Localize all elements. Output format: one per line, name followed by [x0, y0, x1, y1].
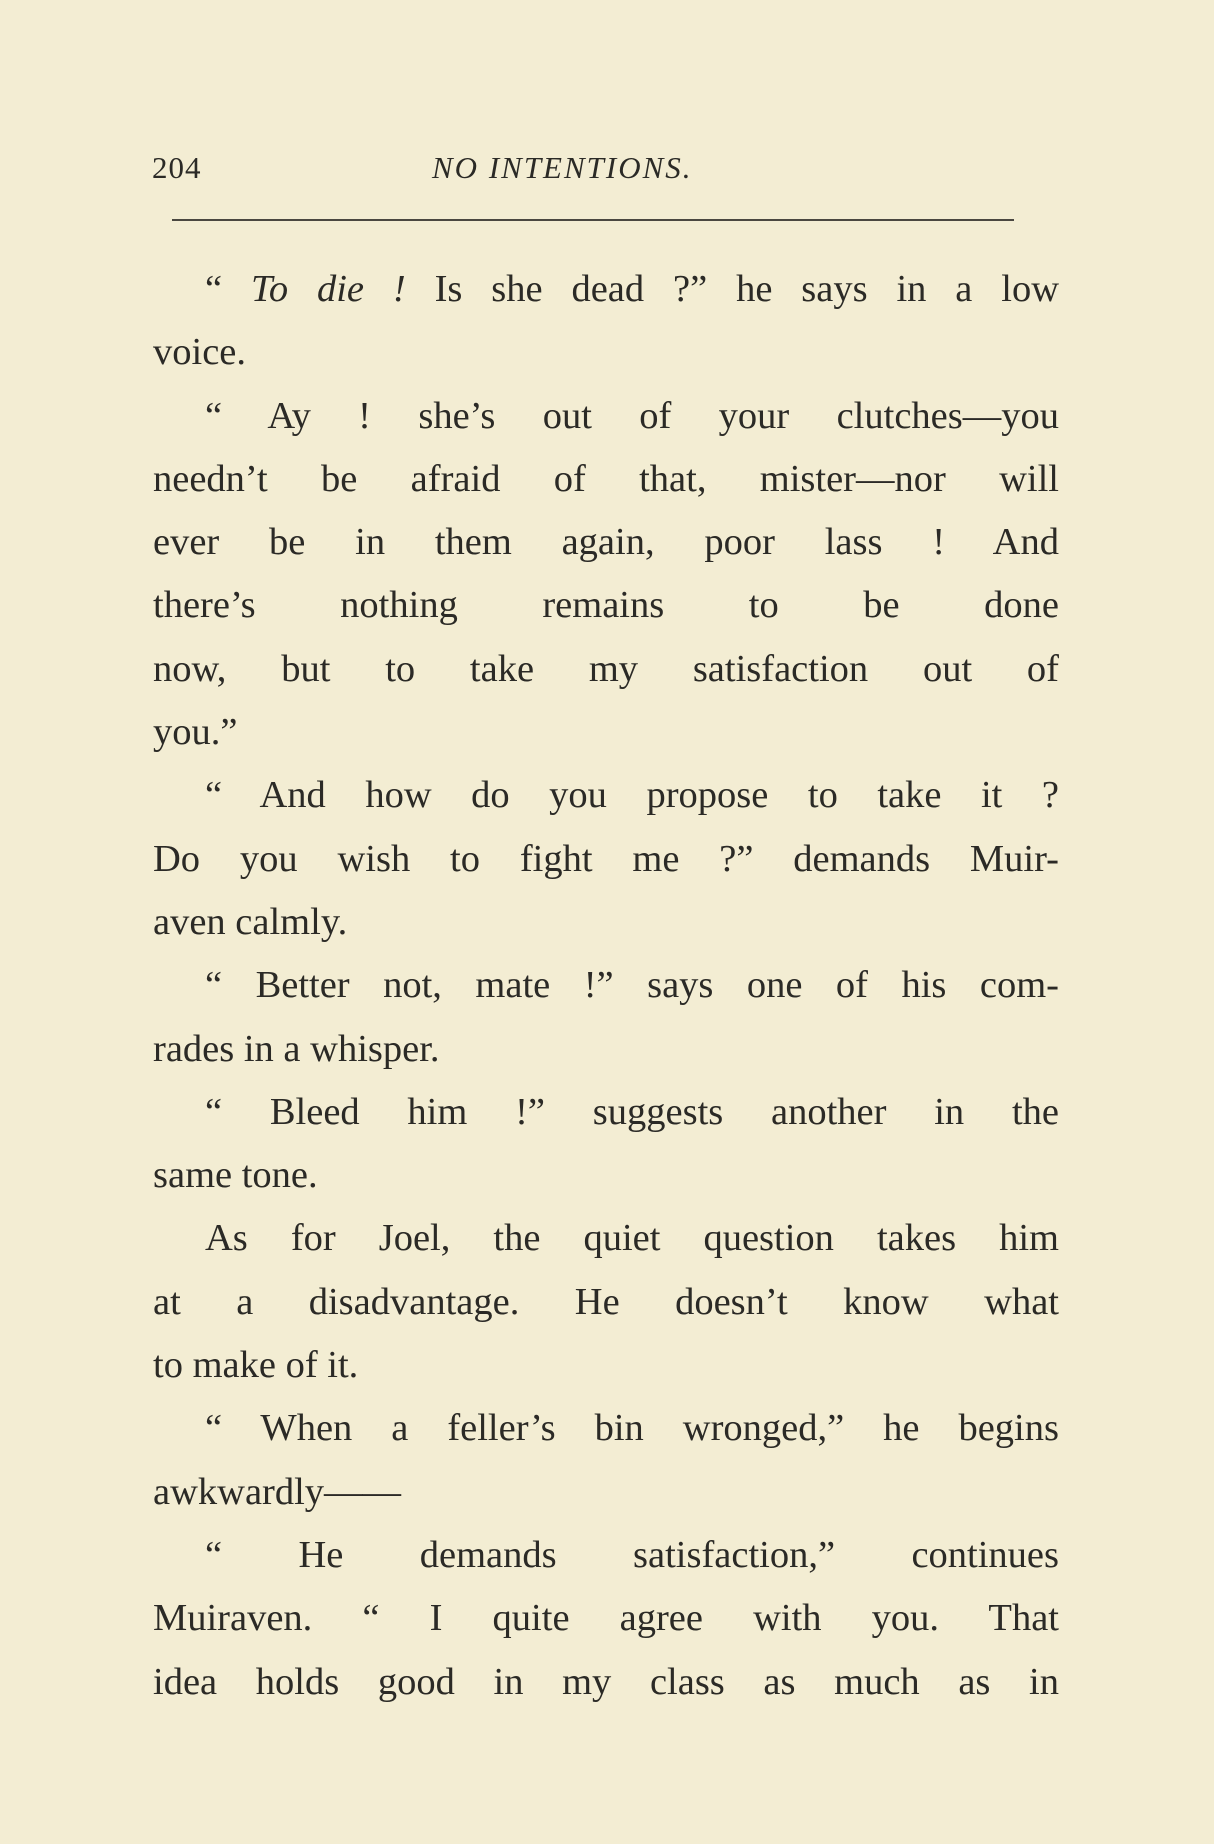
text-line [153, 1207, 1059, 1270]
body-text [153, 258, 1059, 1714]
text-segment: awkwardly—— [153, 1470, 402, 1513]
text-line [153, 1334, 1059, 1397]
italic-text: To die ! [250, 268, 406, 310]
text-segment: “ Bleed him !” suggests another in the [205, 1090, 1059, 1133]
text-line [153, 448, 1059, 511]
text-segment: voice. [153, 331, 246, 374]
text-segment: idea holds good in my class as much as in [153, 1660, 1059, 1703]
text-segment: Muiraven. “ I quite agree with you. That [153, 1597, 1059, 1640]
text-segment: “ He demands satisfaction,” continues [205, 1533, 1059, 1576]
text-line [153, 1018, 1059, 1081]
text-segment: ever be in them again, poor lass ! And [153, 521, 1059, 564]
text-line [153, 701, 1059, 764]
page-number: 204 [152, 150, 202, 185]
text-segment: rades in a whisper. [153, 1027, 440, 1070]
text-segment: Is she dead ?” he says in a low [405, 268, 1060, 310]
text-segment: at a disadvantage. He doesn’t know what [153, 1280, 1059, 1323]
running-title: NO INTENTIONS. [432, 150, 693, 185]
text-line [153, 574, 1059, 637]
text-line [153, 764, 1059, 827]
text-line [153, 1587, 1059, 1650]
text-segment: you.” [153, 711, 238, 754]
text-line [153, 1144, 1059, 1207]
text-line [153, 638, 1059, 701]
text-line [153, 1081, 1059, 1144]
text-line [153, 1271, 1059, 1334]
text-segment: “ [205, 268, 251, 310]
text-segment: “ When a feller’s bin wronged,” he begins [205, 1407, 1059, 1450]
header-rule [172, 219, 1014, 221]
text-segment: “ Ay ! she’s out of your clutches—you [205, 394, 1059, 437]
text-segment: same tone. [153, 1154, 318, 1197]
text-line [153, 1651, 1059, 1714]
text-segment: “ Better not, mate !” says one of his com- [205, 964, 1059, 1007]
page-header [152, 150, 1014, 190]
text-line [153, 1524, 1059, 1587]
text-segment: aven calmly. [153, 900, 348, 943]
text-segment: to make of it. [153, 1344, 359, 1387]
text-line [153, 954, 1059, 1017]
text-line [153, 385, 1059, 448]
text-segment: Do you wish to fight me ?” demands Muir- [153, 837, 1059, 880]
text-line [153, 258, 1059, 321]
text-segment: “ And how do you propose to take it ? [205, 774, 1059, 817]
text-line [153, 891, 1059, 954]
text-line [153, 321, 1059, 384]
text-line [153, 511, 1059, 574]
text-segment: now, but to take my satisfaction out of [153, 647, 1059, 690]
text-segment: there’s nothing remains to be done [153, 584, 1059, 627]
text-line [153, 1397, 1059, 1460]
text-line [153, 828, 1059, 891]
text-segment: needn’t be afraid of that, mister—nor will [153, 457, 1059, 500]
text-line [153, 1461, 1059, 1524]
text-segment: As for Joel, the quiet question takes him [205, 1217, 1059, 1260]
